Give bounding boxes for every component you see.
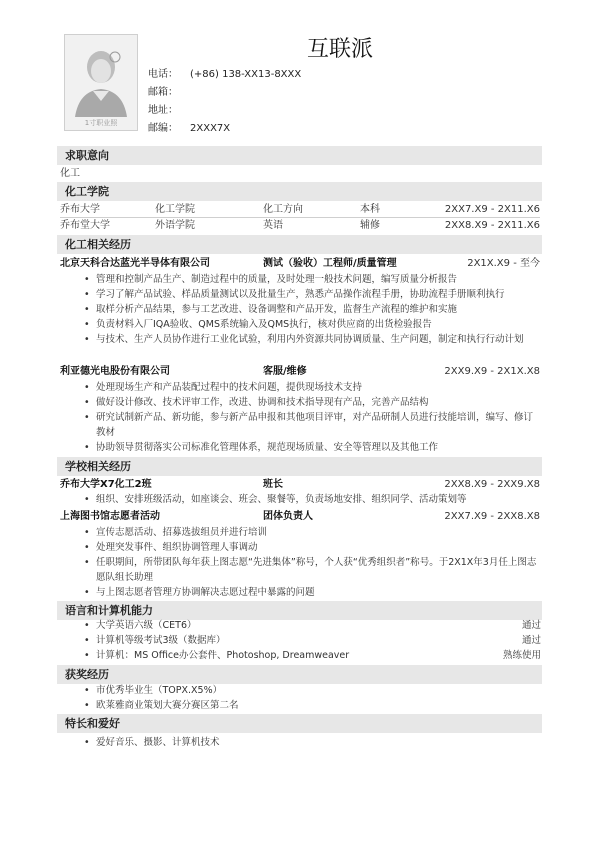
section-skills-title: 语言和计算机能力 — [57, 601, 542, 620]
section-campus-title: 学校相关经历 — [57, 457, 542, 476]
list-item: • 研究试制新产品、新功能，参与新产品申报和其他项目评审，对产品研制人员进行技能培训，编写、修订教材 — [84, 412, 534, 438]
list-item: • 欧莱雅商业策划大赛分赛区第二名 — [84, 700, 239, 711]
candidate-name: 互联派 — [306, 37, 373, 62]
list-item: • 大学英语六级（CET6） 通过 — [84, 620, 541, 631]
list-item: • 取样分析产品结果，参与工艺改进、设备调整和产品开发，监督生产流程的维护和实施 — [84, 304, 458, 315]
section-hobbies-title: 特长和爱好 — [57, 714, 542, 733]
section-work-title: 化工相关经历 — [57, 235, 542, 254]
list-item: • 处理现场生产和产品装配过程中的技术问题，提供现场技术支持 — [84, 382, 363, 393]
list-item: • 做好设计修改、技术评审工作，改进、协调和技术指导现有产品，完善产品结构 — [84, 397, 429, 408]
section-intent-title: 求职意向 — [57, 146, 542, 165]
list-item: • 管理和控制产品生产、制造过程中的质量，及时处理一般技术问题，编写质量分析报告 — [84, 274, 458, 285]
list-item: • 宣传志愿活动、招募选拔组员并进行培训 — [84, 527, 268, 538]
list-item: • 任职期间，所带团队每年获上图志愿“先进集体”称号，个人获“优秀组织者”称号。于2X1X年3月任上图志愿队组长助理 — [84, 557, 537, 583]
list-item: • 协助领导贯彻落实公司标准化管理体系，规范现场质量、安全等管理以及其他工作 — [84, 442, 439, 453]
contact-zip: 邮编： 2XXX7X — [148, 123, 231, 134]
list-item: • 与上图志愿者管理方协调解决志愿过程中暴露的问题 — [84, 587, 315, 598]
list-item: • 处理突发事件、组织协调管理人事调动 — [84, 542, 258, 553]
list-item: • 学习了解产品试验、样品质量测试以及批量生产，熟悉产品操作流程手册，协助流程手册顺利执行 — [84, 289, 505, 300]
section-education-title: 化工学院 — [57, 182, 542, 201]
list-item: • 组织、安排班级活动，如座谈会、班会、聚餐等，负责场地安排、组织同学、活动策划等 — [84, 494, 467, 505]
contact-block — [148, 66, 301, 138]
list-item: • 计算机：MS Office办公套件、Photoshop, Dreamweaver 熟练使用 — [84, 650, 541, 661]
intent-value: 化工 — [60, 168, 80, 179]
resume-page: 1寸职业照 互联派 电话： (+86) 138-XX13-8XXX 邮箱： 地址： 邮编： 2XXX7X 求职意向 化工 化工学院 乔布大学 化工学院 化工方向 本科 2XX7.X9 - 2X11.X6 乔布堂大学 外语学院 英语 辅修 2XX8.X9 - 2X11.X6 化工相关经历 北京天科合达蓝光半导体有限公司 测试（验收）工程师/质量管理 2X1X.X9 - 至今 • 管理和控制产品生产、制造过程中的质量，及时处理一般技术问题，编写质量分析报告 • 学习了解产品试验、样品质量测试以及批量生产，熟悉产品操作流程手册，协助流程手册顺利执行 • 取样分析产品结果，参与工艺改进、设备调整和产品开发，监督生产流程的维护和实施 • 负责材料入厂IQA验收、QMS系统输入及QMS执行，核对供应商的出货检验报告 • 与技术、生产人员协作进行工业化试验，利用内外资源共同协调质量、生产问题，制定和执行行动计划 利亚德光电股份有限公司 客服/维修 2XX9.X9 - 2X1X.X8 • 处理现场生产和产品装配过程中的技术问题，提供现场技术支持 • 做好设计修改、技术评审工作，改进、协调和技术指导现有产品，完善产品结构 • 研究试制新产品、新功能，参与新产品申报和其他项目评审，对产品研制人员进行技能培训，编写、修订教材 • 协助领导贯彻落实公司标准化管理体系，规范现场质量、安全等管理以及其他工作 学校相关经历 乔布大学X7化工2班 班长 2XX8.X9 - 2XX9.X8 • 组织、安排班级活动，如座谈会、班会、聚餐等，负责场地安排、组织同学、活动策划等 上海图书馆志愿者活动 团体负责人 2XX7.X9 - 2XX8.X8 • 宣传志愿活动、招募选拔组员并进行培训 • 处理突发事件、组织协调管理人事调动 • 任职期间，所带团队每年获上图志愿“先进集体”称号，个人获“优秀组织者”称号。于2X1X年3月任上图志愿队组长助理 • 与上图志愿者管理方协调解决志愿过程中暴露的问题 语言和计算机能力 • 大学英语六级（CET6） 通过 • 计算机等级考试3级（数据库） 通过 • 计算机：MS Office办公套件、Photoshop, Dreamweaver 熟练使用 获奖经历 • 市优秀毕业生（TOPX.X5%） • 欧莱雅商业策划大赛分赛区第二名 特长和爱好 • 爱好音乐、摄影、计算机技术 — [0, 0, 600, 850]
contact-address: 地址： — [148, 105, 178, 116]
photo-caption: 1寸职业照 — [84, 119, 118, 127]
list-item: • 负责材料入厂IQA验收、QMS系统输入及QMS执行，核对供应商的出货检验报告 — [84, 319, 432, 330]
list-item: • 爱好音乐、摄影、计算机技术 — [84, 737, 220, 748]
section-awards-title: 获奖经历 — [57, 665, 542, 684]
list-item: • 与技术、生产人员协作进行工业化试验，利用内外资源共同协调质量、生产问题，制定和执行行动计划 — [84, 334, 524, 345]
list-item: • 市优秀毕业生（TOPX.X5%） — [84, 685, 223, 696]
list-item: • 计算机等级考试3级（数据库） 通过 — [84, 635, 541, 646]
contact-email: 邮箱： — [148, 87, 178, 98]
contact-phone: 电话： (+86) 138-XX13-8XXX — [148, 69, 302, 80]
